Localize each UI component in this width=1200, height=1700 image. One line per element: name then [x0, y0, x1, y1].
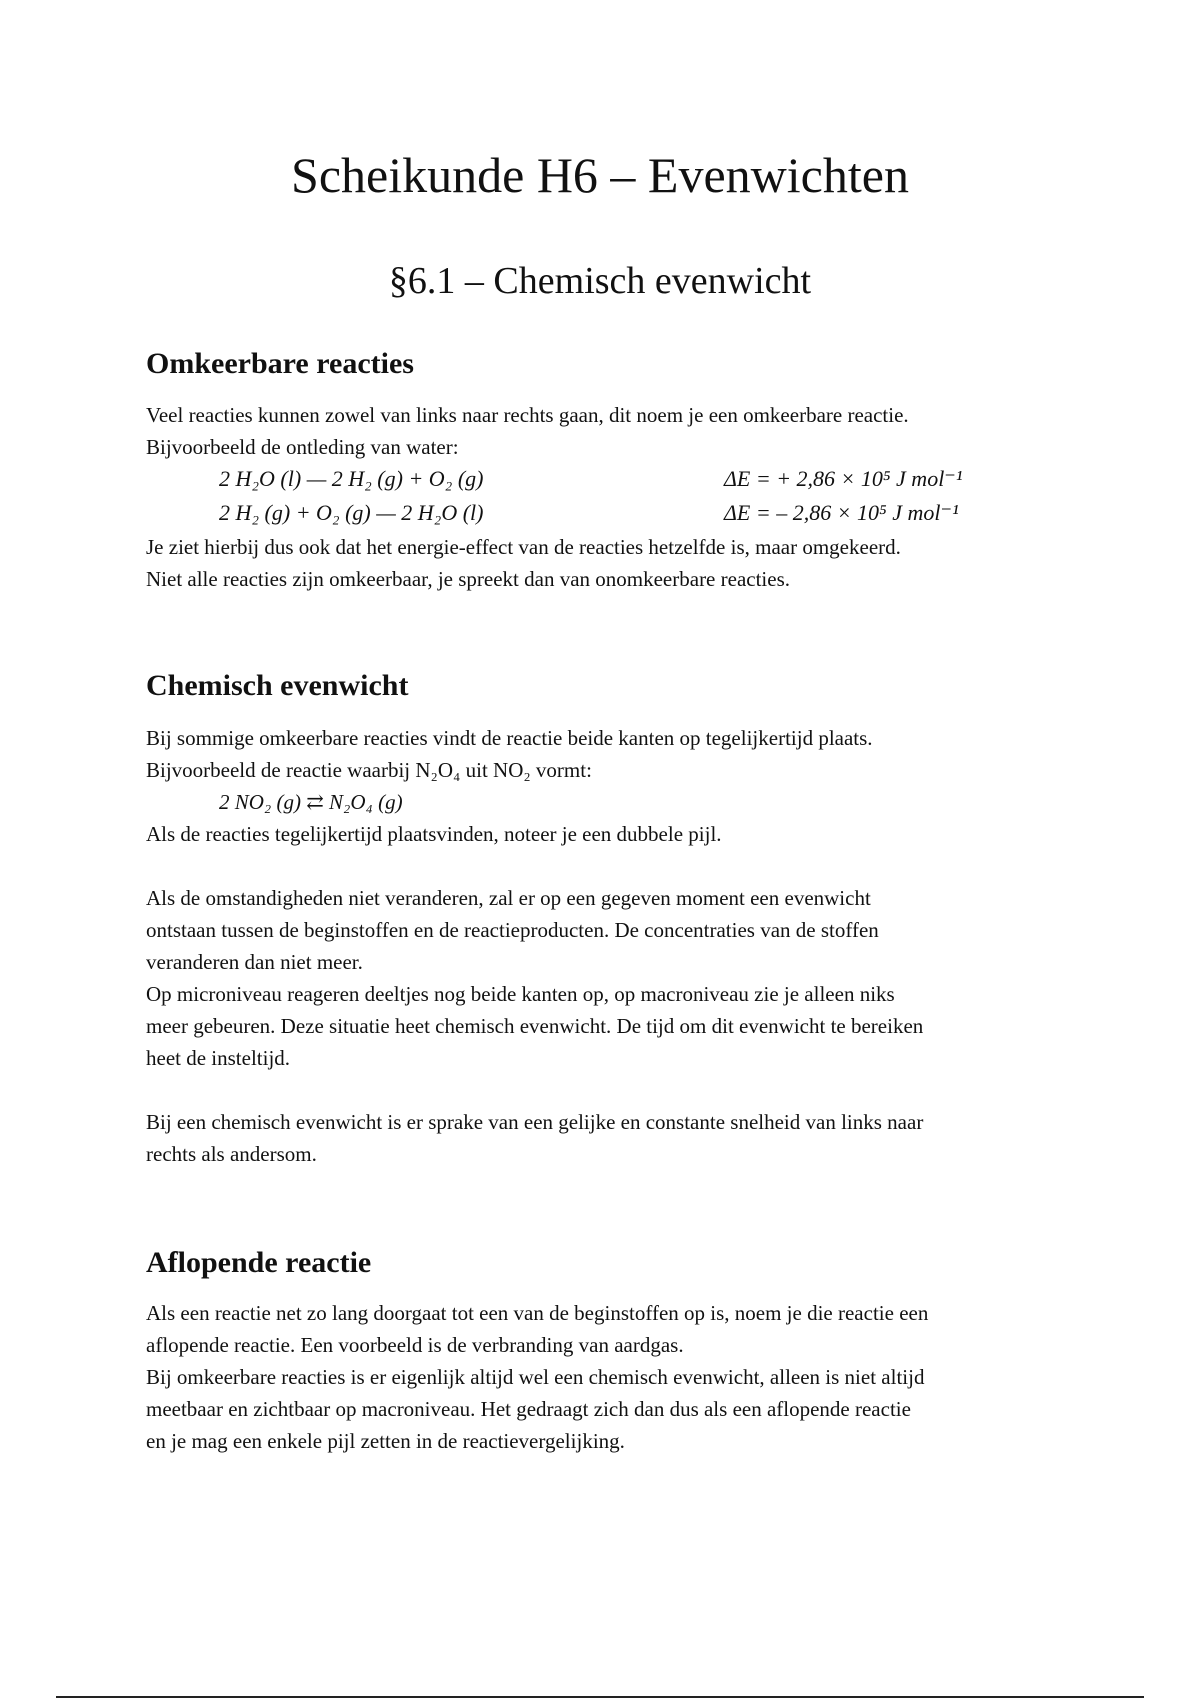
- text-line: Als de omstandigheden niet veranderen, zal er op een gegeven moment een evenwicht: [146, 886, 871, 910]
- spacer: [146, 1074, 1066, 1106]
- heading-omkeerbare-reacties: Omkeerbare reacties: [146, 347, 414, 380]
- equation-row: [146, 463, 1066, 497]
- text-line: Op microniveau reageren deeltjes nog beide kanten op, op macroniveau zie je alleen niks: [146, 982, 895, 1006]
- text-line: veranderen dan niet meer.: [146, 950, 363, 974]
- text-line: Je ziet hierbij dus ook dat het energie-effect van de reacties hetzelfde is, maar omgekeerd.: [146, 535, 901, 559]
- spacer: [146, 850, 1066, 882]
- text-line: heet de insteltijd.: [146, 1046, 291, 1070]
- text-line: Bij omkeerbare reacties is er eigenlijk altijd wel een chemisch evenwicht, alleen is niet altijd: [146, 1365, 925, 1389]
- section-number-title: §6.1 – Chemisch evenwicht: [388, 260, 812, 302]
- text-line: aflopende reactie. Een voorbeeld is de verbranding van aardgas.: [146, 1333, 684, 1357]
- text-line: ontstaan tussen de beginstoffen en de reactieproducten. De concentraties van de stoffen: [146, 918, 879, 942]
- text-line: Bijvoorbeeld de reactie waarbij N₂O₄ uit NO₂ vormt:: [146, 758, 592, 782]
- equation-row: [146, 497, 1066, 531]
- paragraph-chemisch-evenwicht: [146, 722, 1066, 1170]
- energy-effect: ΔE = – 2,86 × 10⁵ J mol⁻¹: [724, 500, 959, 525]
- energy-effect: ΔE = + 2,86 × 10⁵ J mol⁻¹: [724, 466, 963, 491]
- text-line: Bijvoorbeeld de ontleding van water:: [146, 435, 459, 459]
- heading-chemisch-evenwicht: Chemisch evenwicht: [146, 669, 409, 702]
- heading-aflopende-reactie: Aflopende reactie: [146, 1246, 372, 1279]
- reaction-equation: 2 H₂ (g) + O₂ (g) — 2 H₂O (l): [219, 500, 484, 525]
- equilibrium-equation: 2 NO₂ (g) ⇄ N₂O₄ (g): [219, 790, 403, 814]
- text-line: meer gebeuren. Deze situatie heet chemisch evenwicht. De tijd om dit evenwicht te bereiken: [146, 1014, 924, 1038]
- text-line: Niet alle reacties zijn omkeerbaar, je spreekt dan van onomkeerbare reacties.: [146, 567, 790, 591]
- text-line: rechts als andersom.: [146, 1142, 317, 1166]
- text-line: Als de reacties tegelijkertijd plaatsvinden, noteer je een dubbele pijl.: [146, 822, 722, 846]
- text-line: Als een reactie net zo lang doorgaat tot een van de beginstoffen op is, noem je die reactie een: [146, 1301, 929, 1325]
- reaction-equation: 2 H₂O (l) — 2 H₂ (g) + O₂ (g): [219, 466, 484, 491]
- footer-divider: [56, 1696, 1144, 1698]
- text-line: en je mag een enkele pijl zetten in de reactievergelijking.: [146, 1429, 625, 1453]
- text-line: Veel reacties kunnen zowel van links naar rechts gaan, dit noem je een omkeerbare reactie.: [146, 403, 909, 427]
- document-title: Scheikunde H6 – Evenwichten: [291, 147, 909, 203]
- text-line: meetbaar en zichtbaar op macroniveau. Het gedraagt zich dan dus als een aflopende reactie: [146, 1397, 911, 1421]
- text-line: Bij een chemisch evenwicht is er sprake van een gelijke en constante snelheid van links naar: [146, 1110, 924, 1134]
- paragraph-aflopende-reactie: [146, 1297, 1066, 1457]
- text-line: Bij sommige omkeerbare reacties vindt de reactie beide kanten op tegelijkertijd plaats.: [146, 726, 873, 750]
- paragraph-omkeerbare-reacties: [146, 399, 1066, 595]
